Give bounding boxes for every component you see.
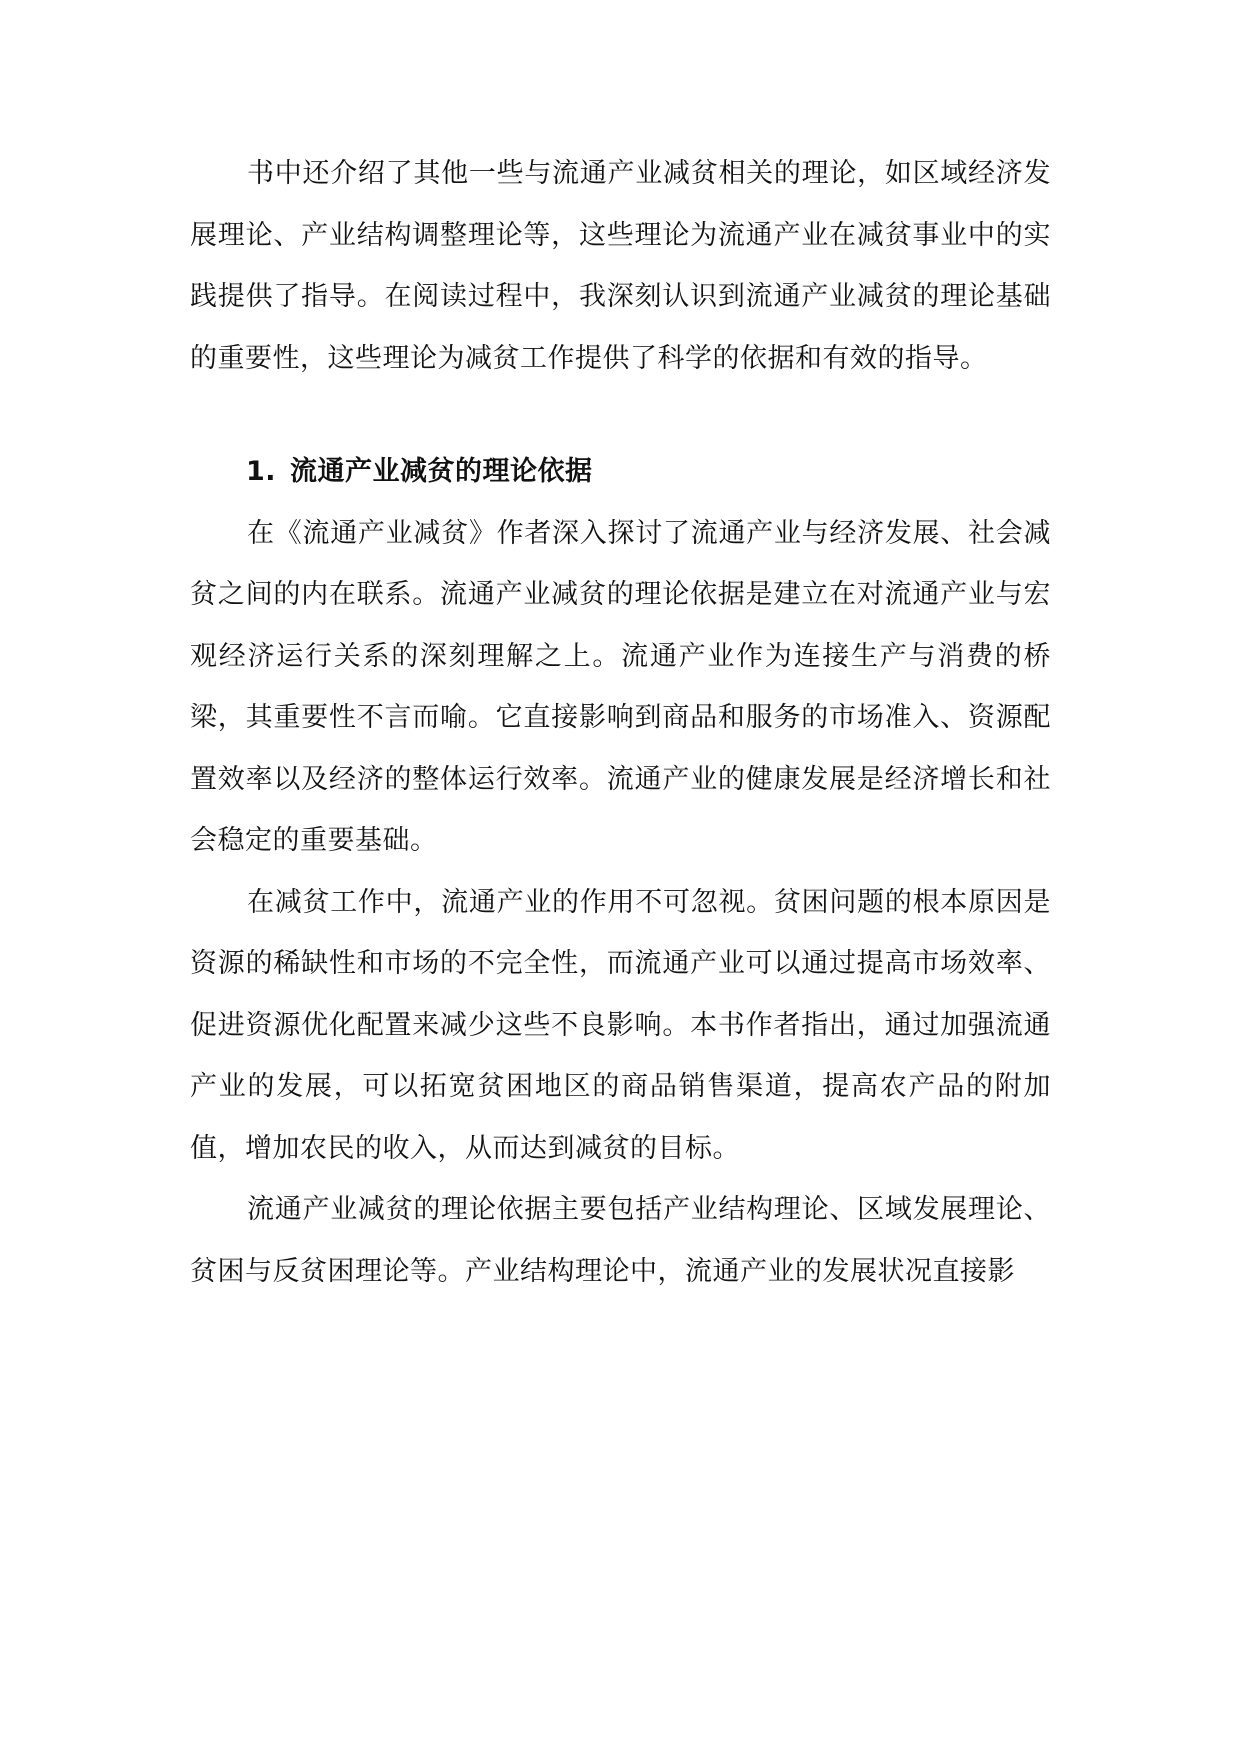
section-heading: [190, 441, 1051, 503]
paragraph-theory-components: 流通产业减贫的理论依据主要包括产业结构理论、区域发展理论、贫困与反贫困理论等。产业结构理论中，流通产业的发展状况直接影: [190, 1194, 1051, 1287]
paragraph-poverty-role: 在减贫工作中，流通产业的作用不可忽视。贫困问题的根本原因是资源的稀缺性和市场的不完全性，而流通产业可以通过提高市场效率、促进资源优化配置来减少这些不良影响。本书作者指出，通过加强流通产业的发展，可以拓宽贫困地区的商品销售渠道，提高农产品的附加值，增加农民的收入，从而达到减贫的目标。: [190, 886, 1051, 1164]
section-number: 1.: [246, 456, 277, 487]
section-title: 流通产业减贫的理论依据: [290, 456, 593, 487]
paragraph-theory-basis: 在《流通产业减贫》作者深入探讨了流通产业与经济发展、社会减贫之间的内在联系。流通产业减贫的理论依据是建立在对流通产业与宏观经济运行关系的深刻理解之上。流通产业作为连接生产与消费的桥梁，其重要性不言而喻。它直接影响到商品和服务的市场准入、资源配置效率以及经济的整体运行效率。流通产业的健康发展是经济增长和社会稳定的重要基础。: [190, 517, 1051, 856]
paragraph-intro: 书中还介绍了其他一些与流通产业减贫相关的理论，如区域经济发展理论、产业结构调整理论等，这些理论为流通产业在减贫事业中的实践提供了指导。在阅读过程中，我深刻认识到流通产业减贫的理论基础的重要性，这些理论为减贫工作提供了科学的依据和有效的指导。: [190, 158, 1051, 374]
